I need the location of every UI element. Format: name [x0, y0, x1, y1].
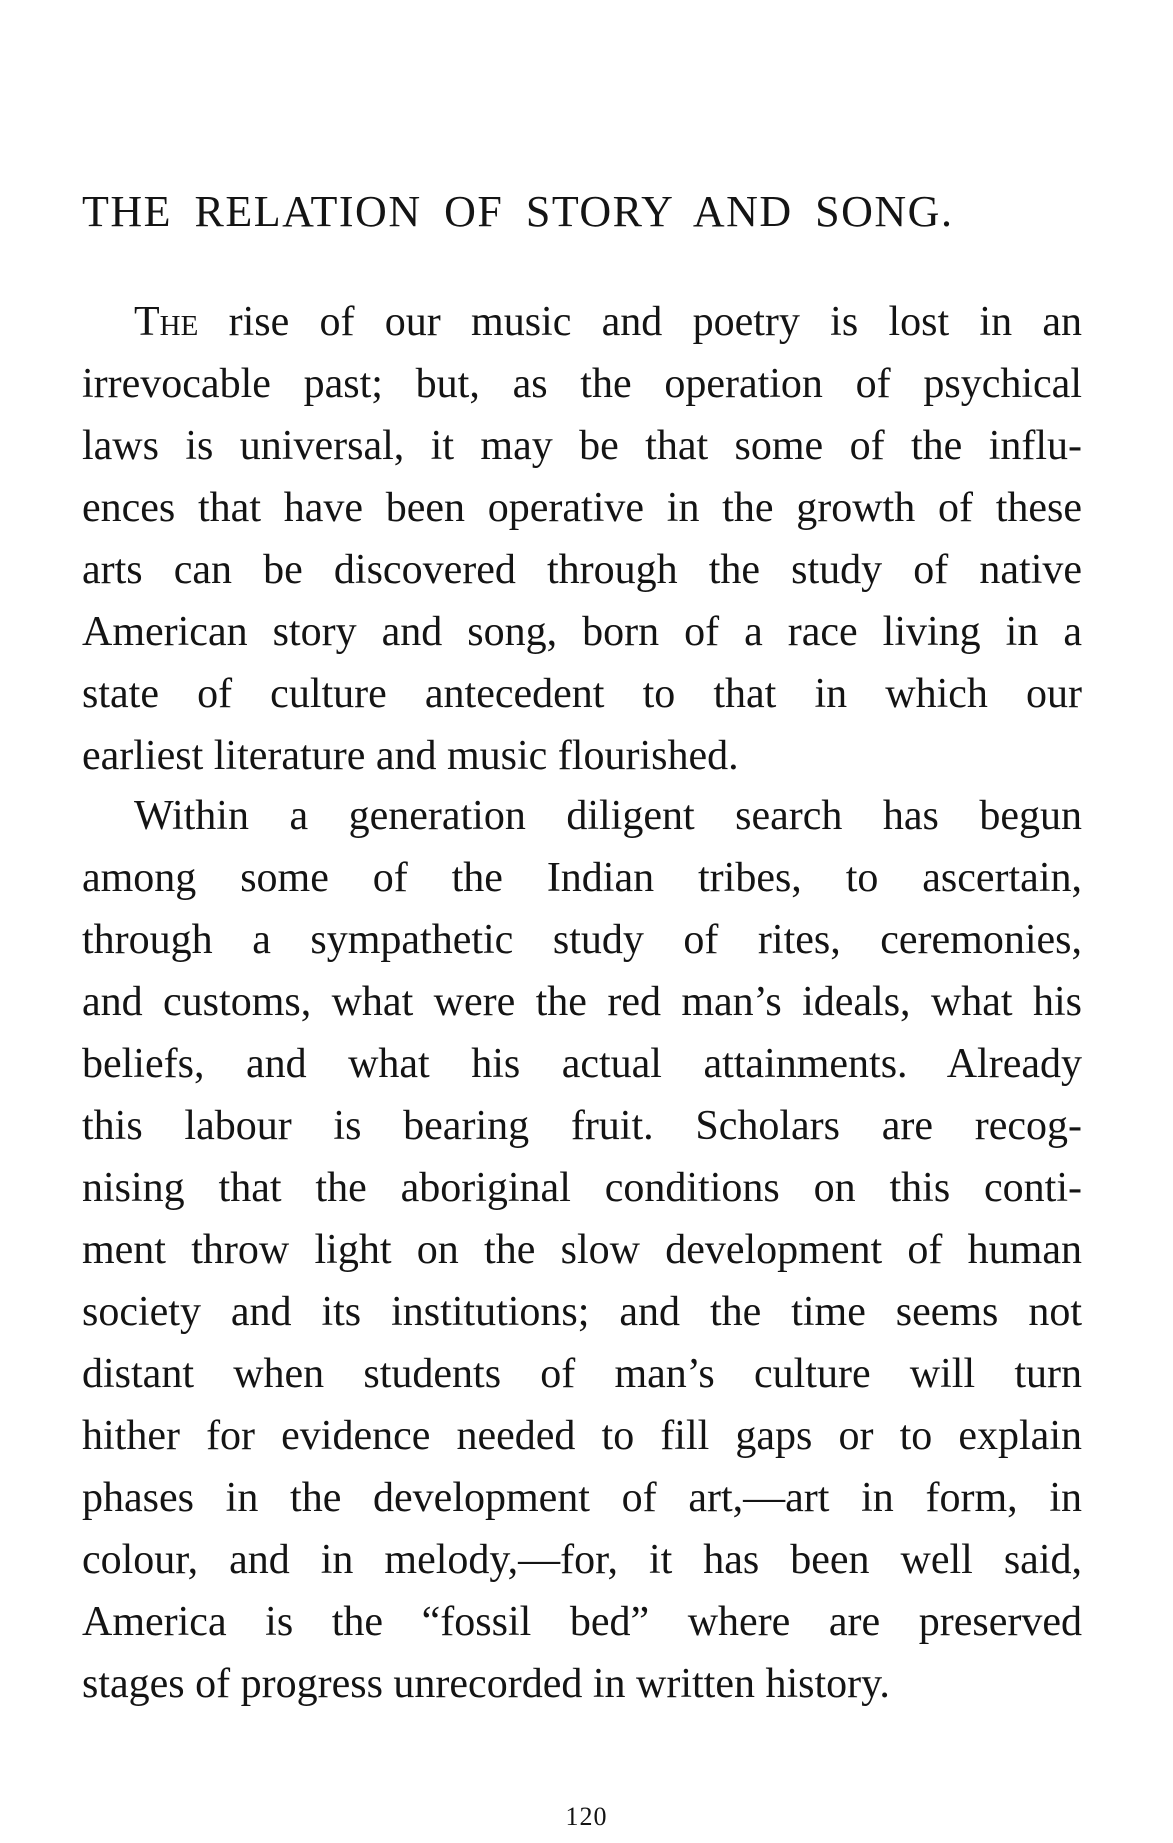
- text-line: this labour is bearing fruit. Scholars are recog-: [82, 1103, 1082, 1149]
- text-line: distant when students of man’s culture will turn: [82, 1351, 1082, 1397]
- text-line: [82, 291, 1082, 353]
- text-line: America is the “fossil bed” where are preserved: [82, 1599, 1082, 1645]
- text-line: ment throw light on the slow development of human: [82, 1227, 1082, 1273]
- text-line: American story and song, born of a race living in a: [82, 609, 1082, 655]
- first-word-small-caps: The: [134, 299, 199, 345]
- text-line: and customs, what were the red man’s ideals, what his: [82, 979, 1082, 1025]
- text-line: through a sympathetic study of rites, ceremonies,: [82, 917, 1082, 963]
- text-line: stages of progress unrecorded in written history.: [82, 1661, 890, 1707]
- paragraph-1: [82, 291, 1082, 787]
- text-line: beliefs, and what his actual attainments. Already: [82, 1041, 1082, 1087]
- chapter-title: THE RELATION OF STORY AND SONG.: [82, 187, 954, 236]
- text-line: among some of the Indian tribes, to ascertain,: [82, 855, 1082, 901]
- text-line: society and its institutions; and the time seems not: [82, 1289, 1082, 1335]
- text-line: ences that have been operative in the growth of these: [82, 485, 1082, 531]
- text-line: phases in the development of art,—art in form, in: [82, 1475, 1082, 1521]
- page-number: 120: [565, 1802, 608, 1831]
- text-line: laws is universal, it may be that some of the influ-: [82, 423, 1082, 469]
- text-line: arts can be discovered through the study of native: [82, 547, 1082, 593]
- text-line: state of culture antecedent to that in which our: [82, 671, 1082, 717]
- text-line: nising that the aboriginal conditions on this conti-: [82, 1165, 1082, 1211]
- paragraph-2: [82, 785, 1082, 1715]
- text-line: irrevocable past; but, as the operation of psychical: [82, 361, 1082, 407]
- text-line: hither for evidence needed to fill gaps or to explain: [82, 1413, 1082, 1459]
- line-text: rise of our music and poetry is lost in an: [198, 299, 1082, 345]
- text-line: earliest literature and music flourished.: [82, 733, 739, 779]
- text-line: Within a generation diligent search has begun: [134, 793, 1082, 839]
- text-line: colour, and in melody,—for, it has been well said,: [82, 1537, 1082, 1583]
